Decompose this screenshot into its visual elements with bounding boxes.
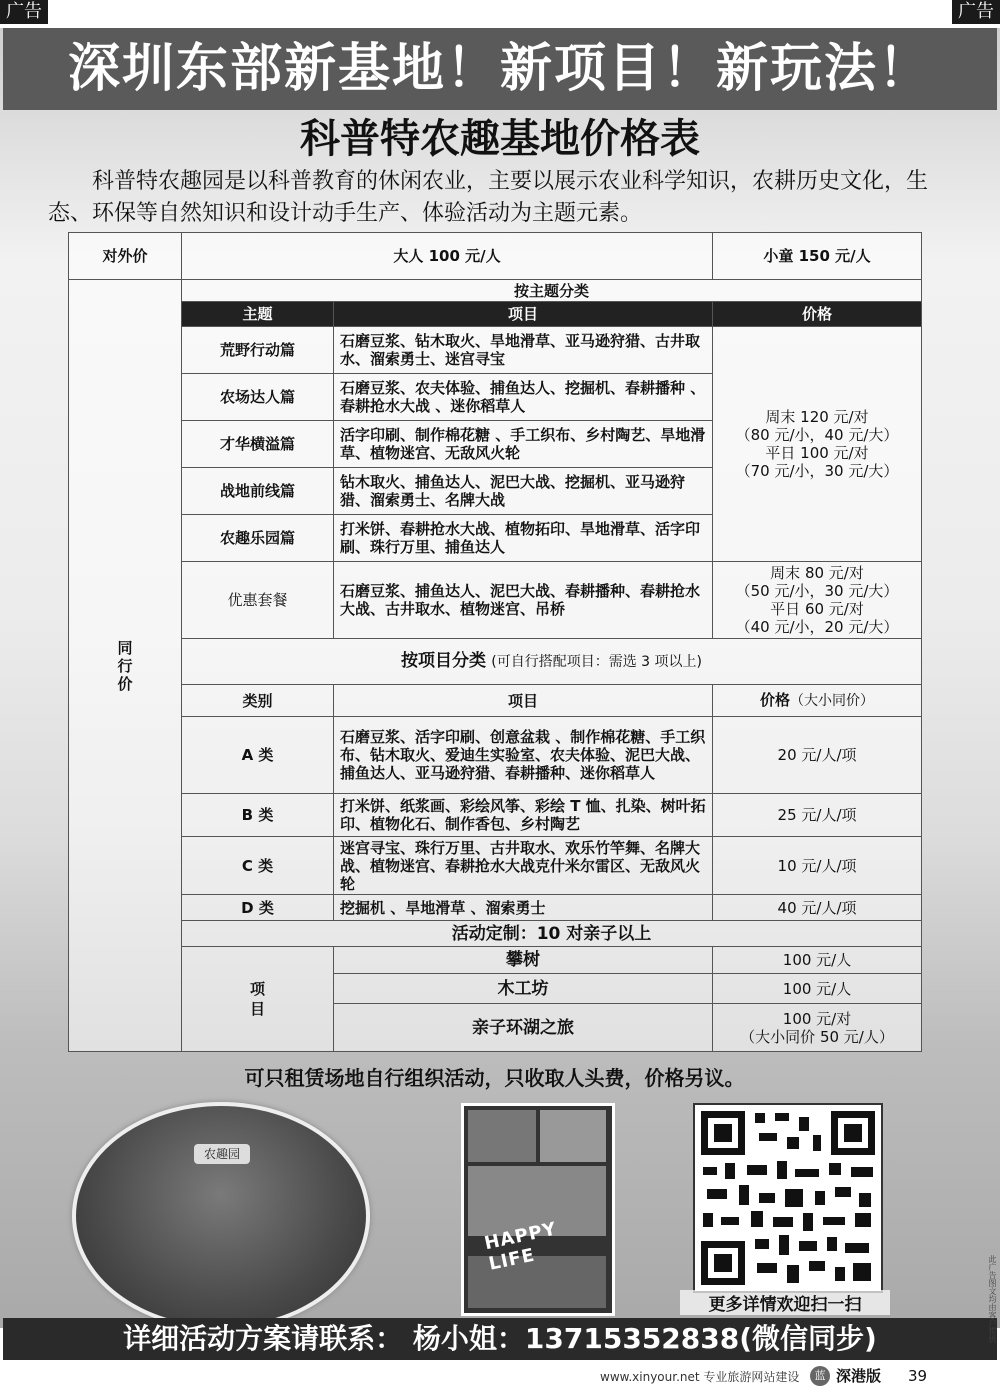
theme-name: 农趣乐园篇 <box>182 515 334 562</box>
page-number: 39 <box>908 1367 928 1385</box>
custom-heading: 活动定制：10 对亲子以上 <box>182 921 922 947</box>
custom-item: 亲子环湖之旅 <box>334 1004 713 1052</box>
collage-photo <box>540 1110 606 1162</box>
category-items: 挖掘机 、旱地滑草 、溜索勇士 <box>334 895 713 921</box>
ad-label-left: 广告 <box>0 0 48 24</box>
package-items: 石磨豆浆、捕鱼达人、泥巴大战、春耕播种、春耕抢水大战、古井取水、植物迷宫、吊桥 <box>334 562 713 639</box>
theme-name: 才华横溢篇 <box>182 421 334 468</box>
theme-items: 石磨豆浆、钻木取火、旱地滑草、亚马逊狩猎、古井取水、溜索勇士、迷宫寻宝 <box>334 327 713 374</box>
category-name: B 类 <box>182 794 334 837</box>
price-col-header: 价格（大小同价） <box>713 685 922 717</box>
by-theme-heading: 按主题分类 <box>182 280 922 302</box>
intro-paragraph: 科普特农趣园是以科普教育的休闲农业，主要以展示农业科学知识，农耕历史文化，生态、环保等自然知识和设计动手生产、体验活动为主题元素。 <box>48 169 929 226</box>
publisher-logo-icon: 蓝 <box>810 1366 830 1386</box>
ad-label-right: 广告 <box>952 0 1000 24</box>
theme-name: 战地前线篇 <box>182 468 334 515</box>
category-name: A 类 <box>182 717 334 794</box>
theme-col-header: 主题 <box>182 302 334 327</box>
items-col-header: 项目 <box>334 302 713 327</box>
theme-items: 钻木取火、捕鱼达人、泥巴大战、挖掘机、亚马逊狩猎、溜索勇士、名牌大战 <box>334 468 713 515</box>
category-price: 40 元/人/项 <box>713 895 922 921</box>
custom-item: 攀树 <box>334 947 713 974</box>
child-price: 小童 150 元/人 <box>713 233 922 280</box>
custom-price: 100 元/对 （大小同价 50 元/人） <box>713 1004 922 1052</box>
peer-price-label: 同 行 价 <box>69 280 182 1052</box>
gate-photo <box>72 1102 370 1330</box>
footer-url: www.xinyour.net 专业旅游网站建设 <box>600 1370 800 1384</box>
category-price: 20 元/人/项 <box>713 717 922 794</box>
category-price: 25 元/人/项 <box>713 794 922 837</box>
custom-price: 100 元/人 <box>713 974 922 1004</box>
package-name: 优惠套餐 <box>182 562 334 639</box>
theme-name: 农场达人篇 <box>182 374 334 421</box>
rent-note: 可只租赁场地自行组织活动，只收取人头费，价格另议。 <box>244 1066 745 1090</box>
collage-photo <box>468 1110 536 1162</box>
side-disclaimer: 此广告图文均由客户提供 <box>988 1255 997 1343</box>
category-name: D 类 <box>182 895 334 921</box>
theme-items: 石磨豆浆、农夫体验、捕鱼达人、挖掘机、春耕播种 、春耕抢水大战 、迷你稻草人 <box>334 374 713 421</box>
contact-bar: 详细活动方案请联系： 杨小姐：13715352838(微信同步) <box>3 1318 997 1360</box>
custom-label: 项目 <box>182 947 334 1052</box>
category-name: C 类 <box>182 837 334 895</box>
custom-price: 100 元/人 <box>713 947 922 974</box>
category-items: 石磨豆浆、活字印刷、创意盆栽 、制作棉花糖、手工织布、钻木取火、爱迪生实验室、农夫体验、泥巴大战、捕鱼达人、亚马逊狩猎、春耕播种、迷你稻草人 <box>334 717 713 794</box>
category-col-header: 类别 <box>182 685 334 717</box>
items-col-header: 项目 <box>334 685 713 717</box>
category-price: 10 元/人/项 <box>713 837 922 895</box>
headline-banner: 深圳东部新基地！新项目！新玩法！ <box>3 28 997 110</box>
package-price: 周末 80 元/对 （50 元/小，30 元/大） 平日 60 元/对 （40 元/小，20 元/大） <box>713 562 922 639</box>
theme-price: 周末 120 元/对 （80 元/小，40 元/大） 平日 100 元/对 （70 元/小，30 元/大） <box>713 327 922 562</box>
gate-sign-text: 农趣园 <box>194 1144 250 1164</box>
theme-items: 打米饼、春耕抢水大战、植物拓印、旱地滑草、活字印刷、珠行万里、捕鱼达人 <box>334 515 713 562</box>
qr-code[interactable] <box>693 1103 883 1293</box>
theme-name: 荒野行动篇 <box>182 327 334 374</box>
theme-items: 活字印刷、制作棉花糖 、手工织布、乡村陶艺、旱地滑草、植物迷宫、无敌风火轮 <box>334 421 713 468</box>
edition-label: 深港版 <box>836 1367 882 1385</box>
public-price-label: 对外价 <box>69 233 182 280</box>
qr-caption: 更多详情欢迎扫一扫 <box>680 1290 890 1315</box>
adult-price: 大人 100 元/人 <box>182 233 713 280</box>
happy-life-text: HAPPY LIFE <box>482 1218 559 1275</box>
photo-collage <box>461 1103 615 1316</box>
custom-item: 木工坊 <box>334 974 713 1004</box>
page-title: 科普特农趣基地价格表 <box>300 116 700 162</box>
price-table <box>68 232 922 1052</box>
by-project-heading: 按项目分类 (可自行搭配项目：需选 3 项以上) <box>182 639 922 685</box>
category-items: 打米饼、纸浆画、彩绘风筝、彩绘 T 恤、扎染、树叶拓印、植物化石、制作香包、乡村陶艺 <box>334 794 713 837</box>
category-items: 迷宫寻宝、珠行万里、古井取水、欢乐竹竿舞、名牌大战、植物迷宫、春耕抢水大战克什米尔雷区、无敌风火轮 <box>334 837 713 895</box>
price-col-header: 价格 <box>713 302 922 327</box>
